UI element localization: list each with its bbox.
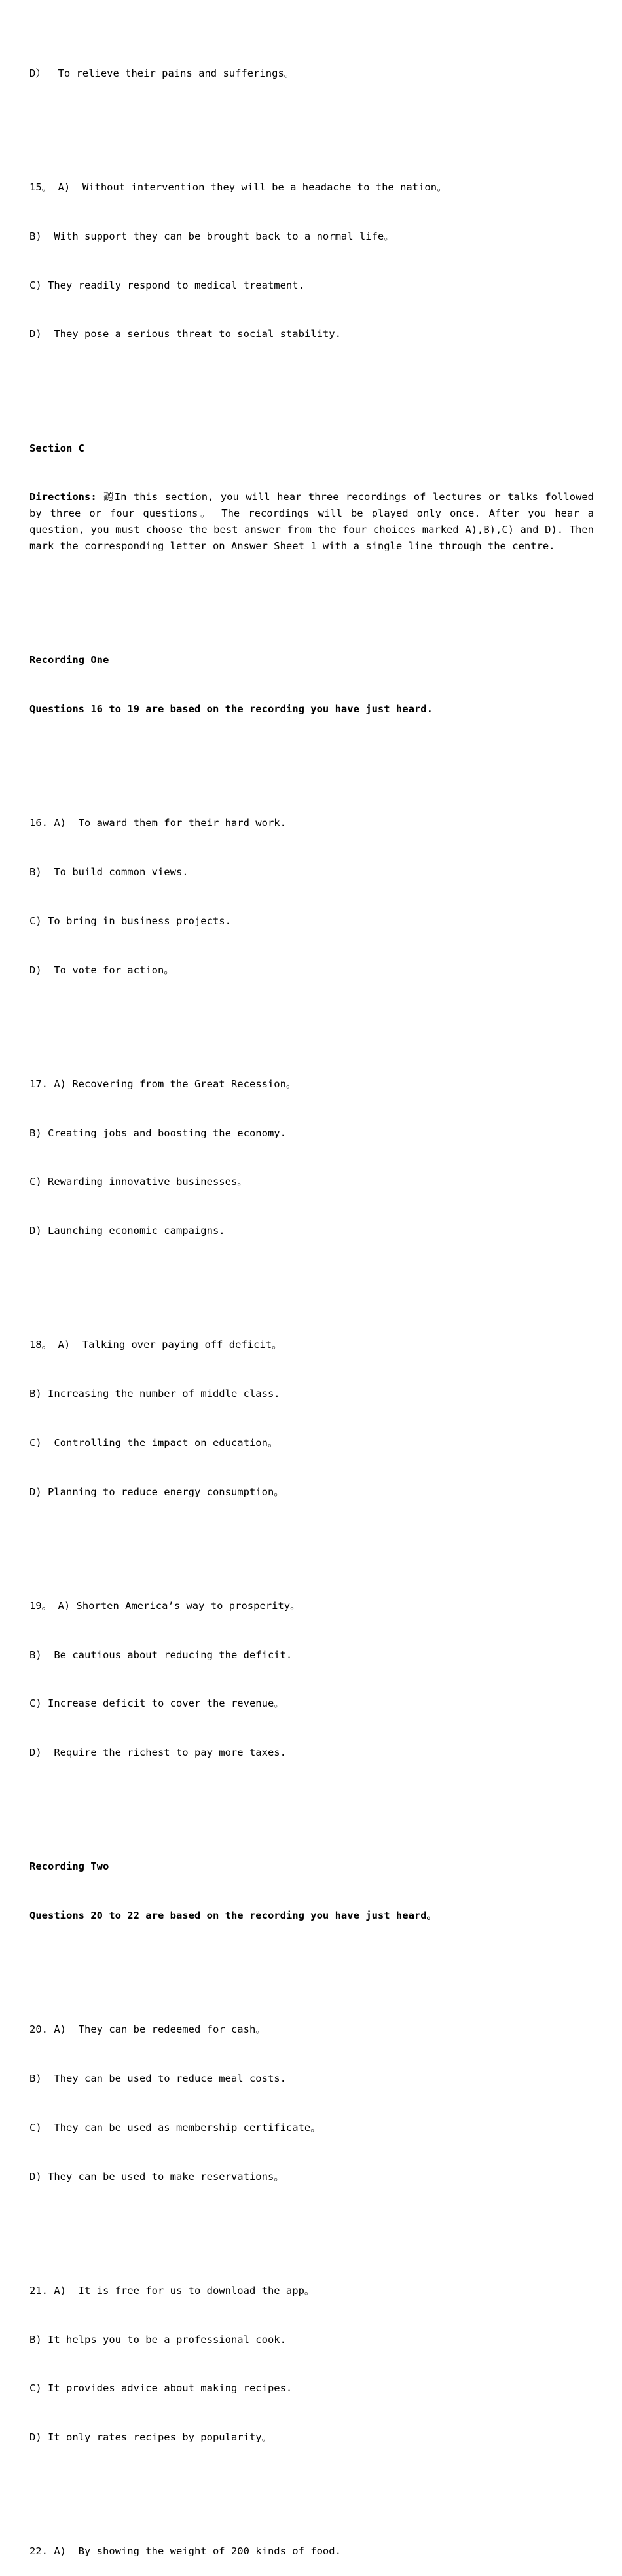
q19-option-d: D) Require the richest to pay more taxes. bbox=[29, 1747, 286, 1759]
q15-option-b: B) With support they can be brought back to a normal life。 bbox=[29, 230, 394, 242]
spacer bbox=[29, 375, 594, 391]
directions-label: Directions: bbox=[29, 491, 97, 503]
recording-two-intro: Questions 20 to 22 are based on the recording you have just heard。 bbox=[29, 1910, 437, 1922]
spacer bbox=[29, 2478, 594, 2495]
q17-option-a: 17. A) Recovering from the Great Recession。 bbox=[29, 1078, 297, 1090]
q20-option-c: C) They can be used as membership certificate。 bbox=[29, 2121, 321, 2133]
recording-one-intro: Questions 16 to 19 are based on the recording you have just heard. bbox=[29, 703, 433, 716]
spacer bbox=[29, 1533, 594, 1549]
q16-option-c: C) To bring in business projects. bbox=[29, 915, 231, 927]
q16-option-b: B) To build common views. bbox=[29, 866, 189, 879]
directions-text: 聽In this section, you will hear three recordings of lectures or talks followed by three or four questions。 The recordings will be played only once. After you hear a question, you must choose the best answer from the four choices marked A),B),C) and D). Then mark the corresponding letter on Answer Sheet 1 with a single line through the centre. bbox=[29, 491, 594, 553]
spacer bbox=[29, 750, 594, 767]
section-c-heading: Section C bbox=[29, 442, 84, 454]
q20-option-a: 20. A) They can be redeemed for cash。 bbox=[29, 2023, 266, 2036]
q15-option-a: 15。 A) Without intervention they will be a headache to the nation。 bbox=[29, 181, 447, 194]
q19-option-a: 19。 A) Shorten America’s way to prosperity。 bbox=[29, 1599, 301, 1612]
q21-option-c: C) It provides advice about making recipes. bbox=[29, 2382, 293, 2395]
spacer bbox=[29, 1272, 594, 1288]
spacer bbox=[29, 1011, 594, 1027]
q19-option-c: C) Increase deficit to cover the revenue。 bbox=[29, 1697, 284, 1710]
q17-option-c: C) Rewarding innovative businesses。 bbox=[29, 1176, 247, 1188]
document-page bbox=[29, 33, 594, 2576]
section-c-directions bbox=[29, 489, 594, 554]
q16-option-a: 16. A) To award them for their hard work. bbox=[29, 817, 286, 829]
spacer bbox=[29, 1957, 594, 1973]
spacer bbox=[29, 2217, 594, 2234]
spacer bbox=[29, 115, 594, 131]
q18-option-c: C) Controlling the impact on education。 bbox=[29, 1436, 278, 1449]
q14-option-d: D） To relieve their pains and sufferings。 bbox=[29, 67, 295, 79]
q18-option-d: D) Planning to reduce energy consumption。 bbox=[29, 1485, 284, 1498]
q15-option-d: D) They pose a serious threat to social stability. bbox=[29, 328, 341, 340]
q17-option-b: B) Creating jobs and boosting the economy. bbox=[29, 1127, 286, 1139]
q15-option-c: C) They readily respond to medical treatment. bbox=[29, 279, 304, 291]
q19-option-b: B) Be cautious about reducing the deficit. bbox=[29, 1648, 293, 1661]
q22-option-a: 22. A) By showing the weight of 200 kinds of food. bbox=[29, 2545, 341, 2558]
q21-option-b: B) It helps you to be a professional cook. bbox=[29, 2333, 286, 2346]
spacer bbox=[29, 587, 594, 604]
q21-option-d: D) It only rates recipes by popularity。 bbox=[29, 2431, 272, 2444]
recording-two-heading: Recording Two bbox=[29, 1860, 109, 1873]
spacer bbox=[29, 1794, 594, 1810]
recording-one-heading: Recording One bbox=[29, 654, 109, 666]
q18-option-a: 18。 A) Talking over paying off deficit。 bbox=[29, 1339, 282, 1351]
q21-option-a: 21. A) It is free for us to download the app。 bbox=[29, 2284, 315, 2296]
q20-option-b: B) They can be used to reduce meal costs. bbox=[29, 2073, 286, 2085]
q17-option-d: D) Launching economic campaigns. bbox=[29, 1225, 225, 1237]
q16-option-d: D) To vote for action。 bbox=[29, 964, 174, 976]
q20-option-d: D) They can be used to make reservations。 bbox=[29, 2170, 284, 2183]
q18-option-b: B) Increasing the number of middle class. bbox=[29, 1388, 280, 1400]
